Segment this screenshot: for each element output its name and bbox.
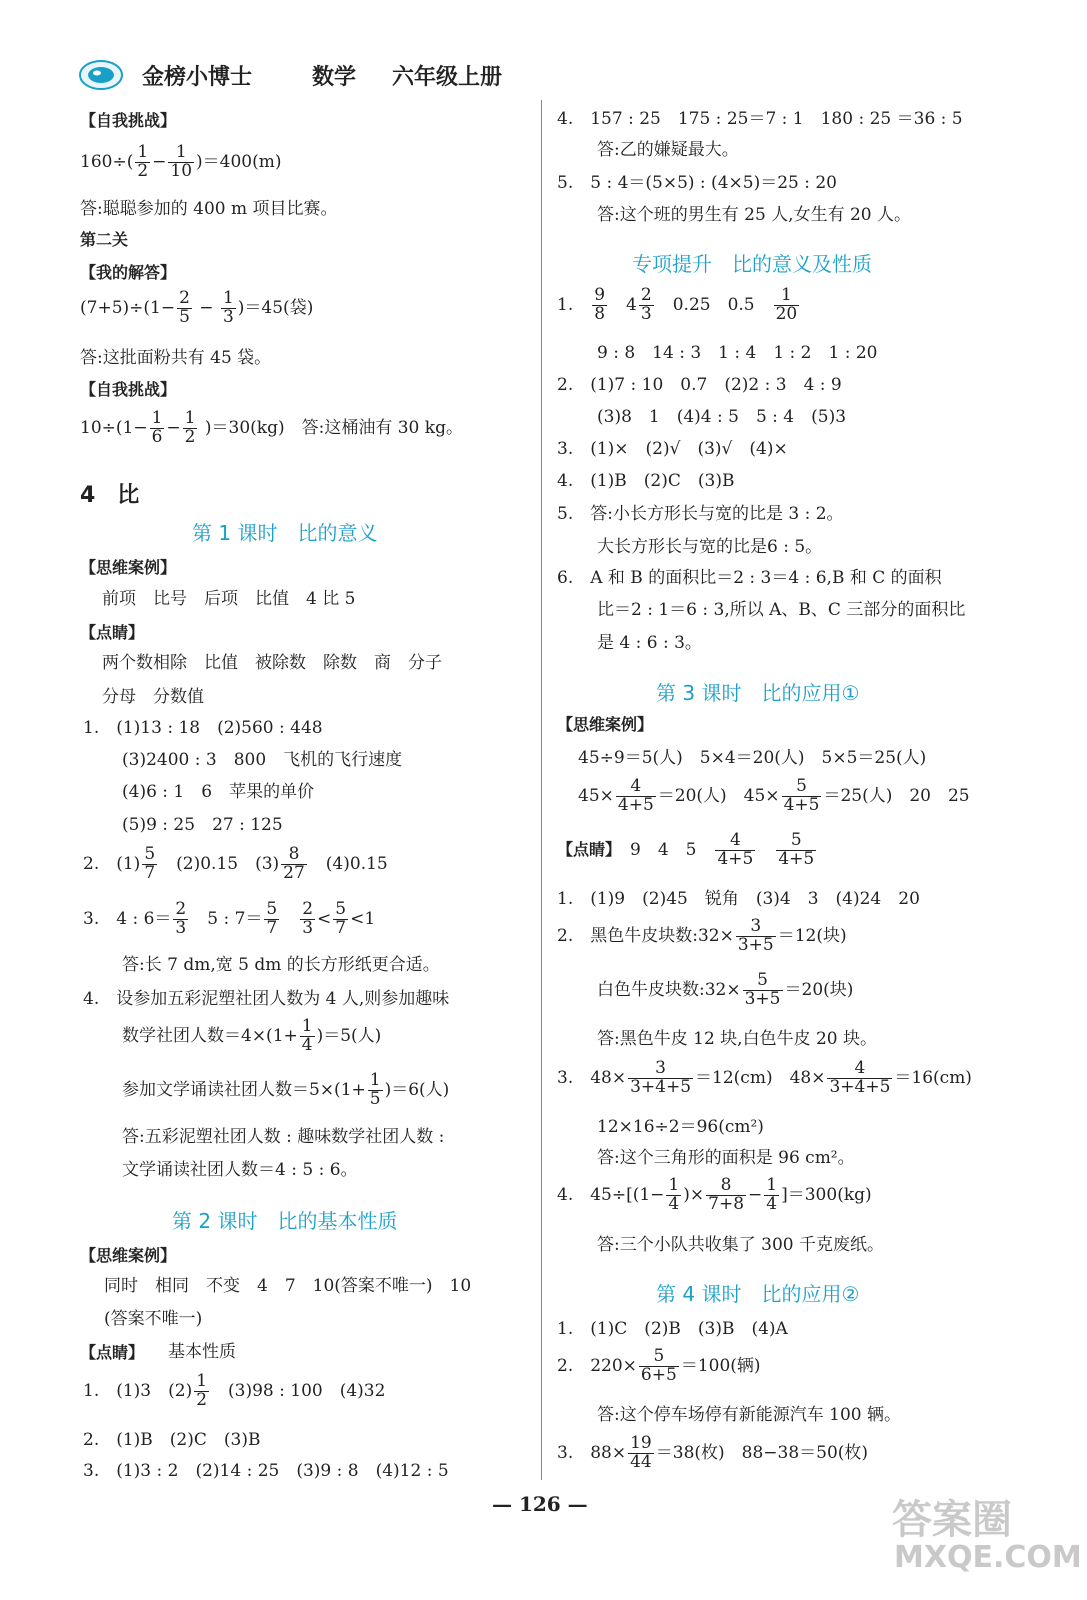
- header-subject: 数学: [312, 65, 357, 90]
- tag-dianjing-2: 【点睛】: [80, 1343, 145, 1362]
- p1-line: 1. (1)9 (2)45 锐角 (3)4 3 (4)24 20: [557, 889, 920, 909]
- eq-10: 10÷(1− $\frac{1}{6}$ − $\frac{1}{2}$ )＝30(kg) 答:这桶油有 30 kg。: [80, 408, 463, 447]
- q4-line1: 4. 设参加五彩泥塑社团人数为 4 人,则参加趣味: [83, 989, 450, 1009]
- p2-answer: 答:黑色牛皮 12 块,白色牛皮 20 块。: [597, 1029, 878, 1049]
- siwei-2-line2: (答案不唯一): [104, 1309, 203, 1329]
- z5-line2: 大长方形长与宽的比是6 : 5。: [597, 537, 823, 557]
- z6-line3: 是 4 : 6 : 3。: [597, 633, 702, 653]
- tag-siwei-2: 【思维案例】: [80, 1246, 177, 1265]
- r3-line: 3. (1)3 : 2 (2)14 : 25 (3)9 : 8 (4)12 : 5: [83, 1461, 449, 1481]
- q3-answer: 答:长 7 dm,宽 5 dm 的长方形纸更合适。: [122, 955, 440, 975]
- page-number: — 126 —: [492, 1492, 588, 1516]
- q3-line: 3. 4 : 6＝ $\frac{2}{3}$ 5 : 7＝ $\frac{5}{7}$ $\frac{2}{3}$ < $\frac{5}{7}$ <1: [83, 899, 376, 938]
- a4-line: 4. 157 : 25 175 : 25＝7 : 1 180 : 25 ＝36 : 5: [557, 109, 963, 129]
- q2-right-line: 2. 220× $\frac{5}{6+5}$ ＝100(辆): [557, 1346, 761, 1385]
- p4-answer: 答:三个小队共收集了 300 千克废纸。: [597, 1235, 884, 1255]
- p3-line1: 3. 48× $\frac{3}{3+4+5}$ ＝12(cm) 48× $\frac{4}{3+4+5}$ ＝16(cm): [557, 1058, 972, 1097]
- q4-answer-1: 答:五彩泥塑社团人数 : 趣味数学社团人数 :: [122, 1127, 445, 1147]
- z5-line1: 5. 答:小长方形长与宽的比是 3 : 2。: [557, 504, 844, 524]
- answer-2: 答:这批面粉共有 45 袋。: [80, 348, 272, 368]
- tag-ziwo-1: 【自我挑战】: [80, 111, 177, 130]
- q1-line3: (4)6 : 1 6 苹果的单价: [122, 782, 315, 802]
- z6-line2: 比＝2 : 1＝6 : 3,所以 A、B、C 三部分的面积比: [597, 600, 966, 620]
- q1-line4: (5)9 : 25 27 : 125: [122, 815, 283, 835]
- section-3-title: 第 3 课时 比的应用①: [656, 681, 860, 705]
- q1-right-line: 1. (1)C (2)B (3)B (4)A: [557, 1319, 788, 1339]
- p3-line2: 12×16÷2＝96(cm²): [597, 1117, 764, 1137]
- q3-right-line: 3. 88× $\frac{19}{44}$ ＝38(枚) 88−38＝50(枚): [557, 1433, 869, 1472]
- siwei-1-text: 前项 比号 后项 比值 4 比 5: [102, 589, 356, 609]
- q1-line1: 1. (1)13 : 18 (2)560 : 448: [83, 718, 323, 738]
- p2-line1: 2. 黑色牛皮块数:32× $\frac{3}{3+5}$ ＝12(块): [557, 916, 847, 955]
- z2-line2: (3)8 1 (4)4 : 5 5 : 4 (5)3: [597, 407, 847, 427]
- dianjing-3: 【点睛】 9 4 5 $\frac{4}{4+5}$ $\frac{5}{4+5}$: [557, 830, 815, 869]
- answer-1: 答:聪聪参加的 400 m 项目比赛。: [80, 199, 338, 219]
- q4-answer-2: 文学诵读社团人数＝4 : 5 : 6。: [122, 1160, 358, 1180]
- a4-answer: 答:乙的嫌疑最大。: [597, 140, 739, 160]
- z2-line1: 2. (1)7 : 10 0.7 (2)2 : 3 4 : 9: [557, 375, 842, 395]
- level-two: 第二关: [80, 230, 129, 249]
- eq-75: (7+5)÷(1− $\frac{2}{5}$ − $\frac{1}{3}$ )＝45(袋): [80, 288, 314, 327]
- tag-dianjing-1: 【点睛】: [80, 623, 145, 642]
- a5-answer: 答:这个班的男生有 25 人,女生有 20 人。: [597, 205, 912, 225]
- section-2-title: 第 2 课时 比的基本性质: [172, 1209, 398, 1233]
- q1-line2: (3)2400 : 3 800 飞机的飞行速度: [122, 750, 403, 770]
- siwei-2-line1: 同时 相同 不变 4 7 10(答案不唯一) 10: [104, 1276, 472, 1296]
- a5-line: 5. 5 : 4＝(5×5) : (4×5)＝25 : 20: [557, 173, 838, 193]
- r1-line: 1. (1)3 (2) $\frac{1}{2}$ (3)98 : 100 (4)32: [83, 1371, 386, 1410]
- dianjing-2-text: 基本性质: [168, 1342, 236, 1362]
- z6-line1: 6. A 和 B 的面积比＝2 : 3＝4 : 6,B 和 C 的面积: [557, 568, 942, 588]
- header-grade: 六年级上册: [392, 65, 503, 90]
- p3-answer: 答:这个三角形的面积是 96 cm²。: [597, 1148, 855, 1168]
- tag-wode: 【我的解答】: [80, 263, 177, 282]
- section-1-title: 第 1 课时 比的意义: [192, 521, 378, 545]
- section-zhuanxiang-title: 专项提升 比的意义及性质: [632, 252, 872, 276]
- watermark-logo: 答案圈: [892, 1497, 1012, 1543]
- dianjing-1-line2: 分母 分数值: [102, 687, 204, 707]
- z1-line1: 1. $\frac{9}{8}$ 4 $\frac{2}{3}$ 0.25 0.5 $\frac{1}{20}$: [557, 285, 798, 324]
- logo-icon: [78, 58, 124, 97]
- q4-line3: 参加文学诵读社团人数＝5×(1+ $\frac{1}{5}$ )＝6(人): [122, 1070, 450, 1109]
- tag-ziwo-2: 【自我挑战】: [80, 380, 177, 399]
- p4-line: 4. 45÷[(1− $\frac{1}{4}$ )× $\frac{8}{7+8}$ − $\frac{1}{4}$ ]＝300(kg): [557, 1175, 872, 1214]
- z1-line2: 9 : 8 14 : 3 1 : 4 1 : 2 1 : 20: [597, 343, 878, 363]
- tag-siwei-1: 【思维案例】: [80, 558, 177, 577]
- section-4-title: 第 4 课时 比的应用②: [656, 1282, 860, 1306]
- z4-line: 4. (1)B (2)C (3)B: [557, 471, 735, 491]
- p2-line2: 白色牛皮块数:32× $\frac{5}{3+5}$ ＝20(块): [597, 970, 854, 1009]
- z3-line: 3. (1)× (2)√ (3)√ (4)×: [557, 439, 788, 459]
- r2-line: 2. (1)B (2)C (3)B: [83, 1430, 261, 1450]
- tag-siwei-3: 【思维案例】: [557, 715, 654, 734]
- eq-160: 160÷( $\frac{1}{2}$ − $\frac{1}{10}$ )＝400(m): [80, 142, 282, 181]
- q2-line: 2. (1) $\frac{5}{7}$ (2)0.15 (3) $\frac{8}{27}$ (4)0.15: [83, 844, 388, 883]
- chapter-title: 4 比: [80, 483, 140, 508]
- column-divider: [541, 100, 542, 1480]
- q2-right-answer: 答:这个停车场停有新能源汽车 100 辆。: [597, 1405, 901, 1425]
- q4-line2: 数学社团人数＝4×(1+ $\frac{1}{4}$ )＝5(人): [122, 1016, 382, 1055]
- watermark-url: MXQE.COM: [894, 1540, 1082, 1575]
- header-brand: 金榜小博士: [142, 65, 253, 90]
- s3-line2: 45× $\frac{4}{4+5}$ ＝20(人) 45× $\frac{5}{4+5}$ ＝25(人) 20 25: [578, 776, 970, 815]
- dianjing-1-line1: 两个数相除 比值 被除数 除数 商 分子: [102, 653, 442, 673]
- s3-line1: 45÷9＝5(人) 5×4＝20(人) 5×5＝25(人): [578, 748, 927, 768]
